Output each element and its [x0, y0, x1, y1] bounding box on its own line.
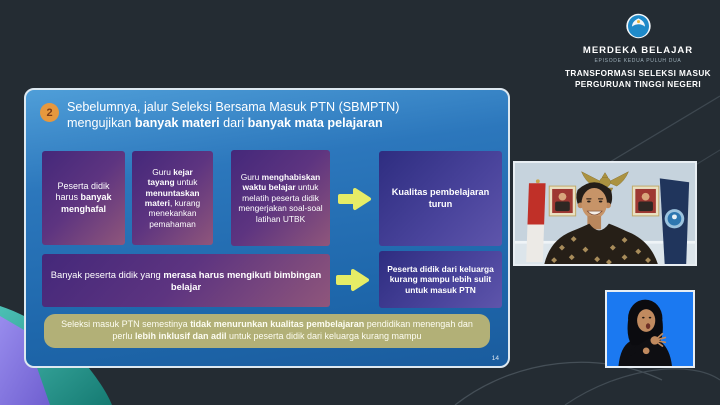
sign-language-interpreter-video	[605, 290, 695, 368]
event-title-line2: PERGURUAN TINGGI NEGERI	[574, 79, 702, 89]
slide-heading-line2: mengujikan banyak materi dari banyak mata pelajaran	[67, 116, 383, 131]
conclusion-banner: Seleksi masuk PTN semestinya tidak menurunkan kualitas pembelajaran pendidikan menengah dan perlu lebih inklusif dan adil untuk peserta didik dari keluarga kurang mampu	[44, 314, 490, 348]
presentation-slide	[24, 88, 510, 368]
step-number-badge: 2	[40, 103, 59, 122]
slide-heading	[67, 99, 499, 131]
kemdikbud-logo-icon	[625, 13, 652, 41]
vice-president-portrait	[632, 186, 658, 216]
slide-heading-line1: Sebelumnya, jalur Seleksi Bersama Masuk PTN (SBMPTN)	[67, 100, 400, 114]
episode-subtitle: EPISODE KEDUA PULUH DUA	[594, 58, 682, 64]
cause-card-bimbel: Banyak peserta didik yang merasa harus mengikuti bimbingan belajar	[42, 254, 330, 307]
interpreter-scene	[607, 292, 693, 366]
arrow-right-icon	[334, 265, 371, 295]
cause-card-drill-time: Guru menghabiskan waktu belajar untuk melatih peserta didik mengerjakan soal-soal latihan UTBK	[231, 150, 330, 246]
cause-card-memorize: Peserta didik harus banyak menghafal	[42, 151, 125, 245]
event-title-line1: TRANSFORMASI SELEKSI MASUK	[565, 69, 711, 78]
brand-header	[553, 13, 720, 90]
indonesia-flag-icon	[526, 179, 546, 262]
presenter-video	[513, 161, 697, 266]
presenter-scene	[515, 163, 695, 264]
effect-card-quality-down: Kualitas pembelajaran turun	[379, 151, 502, 246]
program-title: MERDEKA BELAJAR	[582, 45, 694, 56]
ministry-flag-icon	[660, 178, 689, 264]
president-portrait	[549, 186, 575, 216]
cause-card-rush-material: Guru kejar tayang untuk menuntaskan materi, kurang menekankan pemahaman	[132, 151, 213, 245]
effect-card-inequity: Peserta didik dari keluarga kurang mampu lebih sulit untuk masuk PTN	[379, 251, 502, 308]
arrow-right-icon	[336, 184, 373, 214]
slide-page-number: 14	[491, 355, 499, 362]
